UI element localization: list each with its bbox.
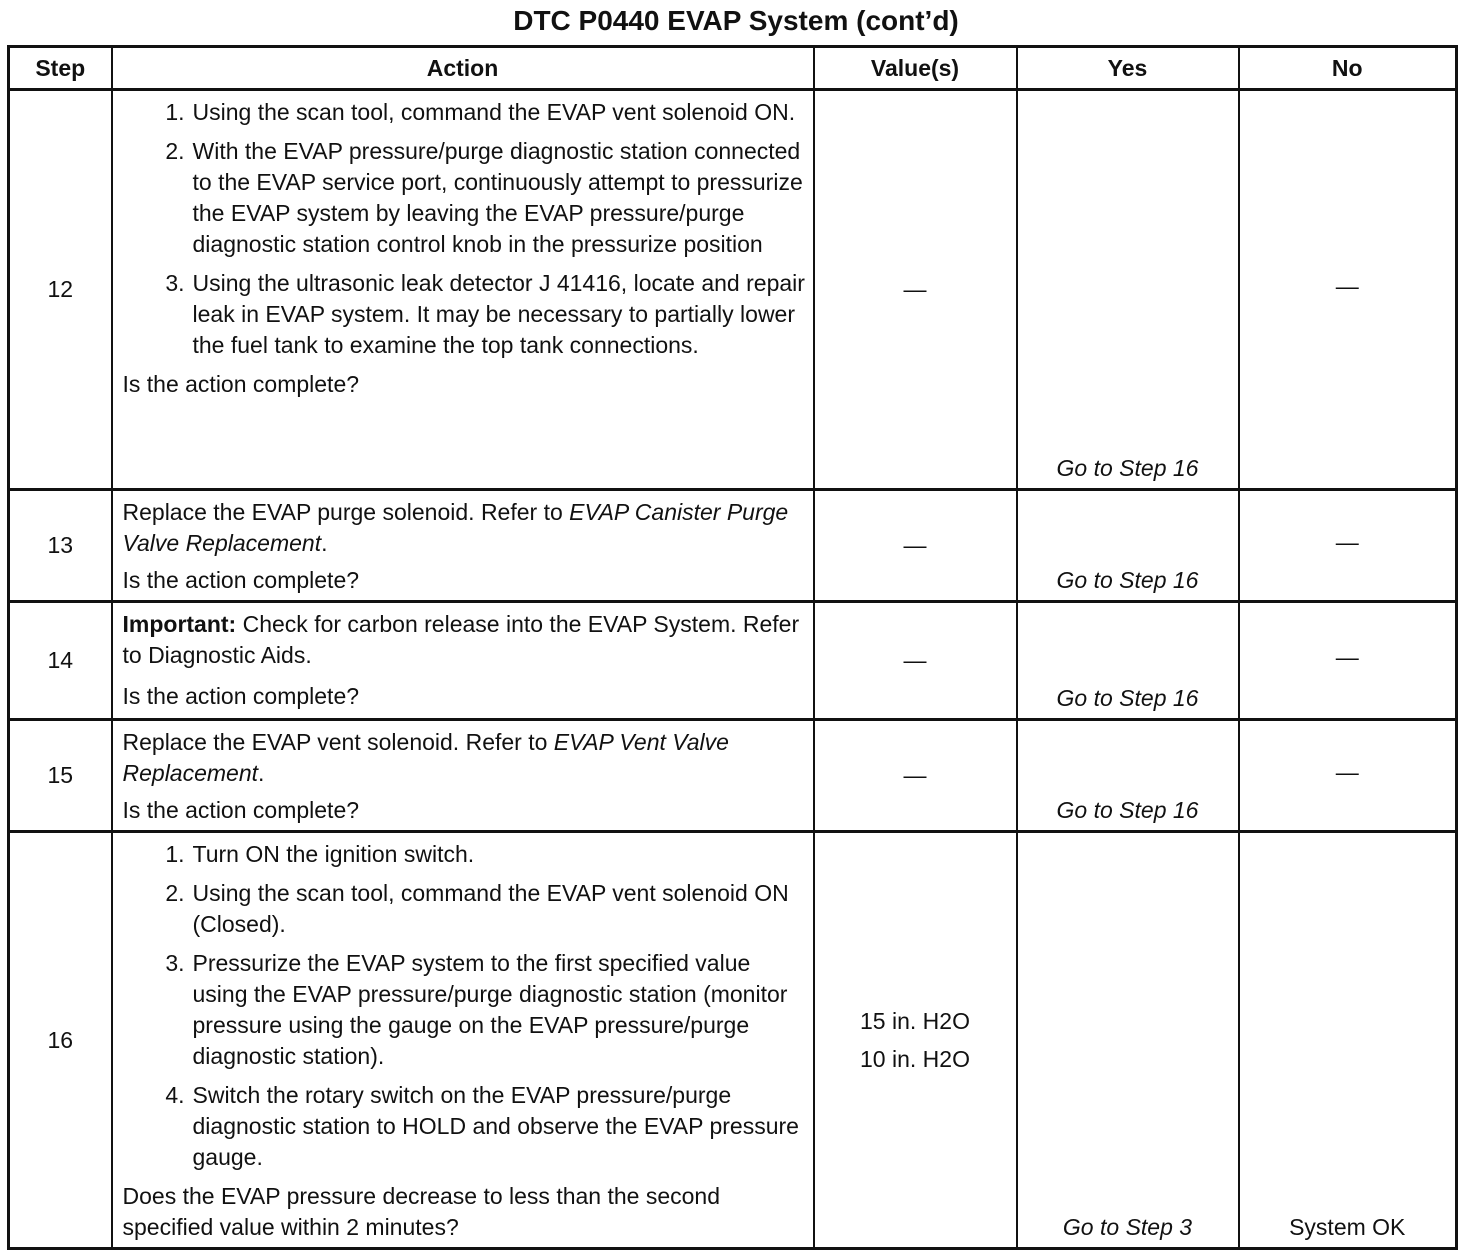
action-question: Does the EVAP pressure decrease to less than the second specified value within 2 minutes? [122, 1183, 721, 1240]
action-question: Is the action complete? [122, 567, 360, 593]
yes-link: Go to Step 16 [1056, 567, 1199, 593]
value-second: 10 in. H2O [860, 1046, 970, 1072]
yes-cell [1017, 90, 1239, 490]
yes-cell [1017, 720, 1239, 832]
action-question: Is the action complete? [122, 797, 360, 823]
no-cell: — [1239, 602, 1457, 720]
list-item: 3. Pressurize the EVAP system to the first specified value using the EVAP pressure/purge diagnostic station (monitor pressure using the gauge on the EVAP pressure/purge diagnostic station). [165, 950, 788, 1069]
header-step: Step [9, 47, 112, 90]
page-title: DTC P0440 EVAP System (cont’d) [513, 5, 959, 36]
value-first: 15 in. H2O [860, 1008, 970, 1034]
header-yes: Yes [1017, 47, 1239, 90]
no-cell: — [1239, 720, 1457, 832]
action-text: Important: Check for carbon release into the EVAP System. Refer to Diagnostic Aids. [122, 611, 800, 668]
yes-cell [1017, 832, 1239, 1249]
yes-link: Go to Step 16 [1056, 455, 1199, 481]
yes-link: Go to Step 3 [1062, 1214, 1193, 1240]
yes-link: Go to Step 16 [1056, 685, 1199, 711]
important-label: Important: [122, 611, 237, 637]
diagnostic-table [7, 45, 1458, 1250]
yes-cell [1017, 602, 1239, 720]
step-number: 13 [9, 490, 112, 602]
list-item: 1. Turn ON the ignition switch. [165, 841, 475, 867]
yes-cell [1017, 490, 1239, 602]
reference-link: EVAP Vent Valve Replacement [122, 729, 729, 786]
table-row-step-12 [9, 90, 1457, 490]
action-text: Replace the EVAP purge solenoid. Refer to EVAP Canister Purge Valve Replacement. [122, 499, 789, 556]
value-cell: — [814, 90, 1017, 490]
no-cell [1239, 832, 1457, 1249]
action-cell [112, 720, 814, 832]
yes-link: Go to Step 16 [1056, 797, 1199, 823]
header-action: Action [112, 47, 814, 90]
table-row-step-16 [9, 832, 1457, 1249]
list-item: 4. Switch the rotary switch on the EVAP pressure/purge diagnostic station to HOLD and observe the EVAP pressure gauge. [165, 1082, 799, 1170]
value-cell: — [814, 490, 1017, 602]
header-no: No [1239, 47, 1457, 90]
value-cell [814, 832, 1017, 1249]
reference-link: EVAP Canister Purge Valve Replacement [122, 499, 789, 556]
step-number: 15 [9, 720, 112, 832]
step-number: 12 [9, 90, 112, 490]
action-cell [112, 490, 814, 602]
no-cell: — [1239, 90, 1457, 490]
action-text: Replace the EVAP vent solenoid. Refer to EVAP Vent Valve Replacement. [122, 729, 729, 786]
step-number: 14 [9, 602, 112, 720]
list-item: 2. With the EVAP pressure/purge diagnostic station connected to the EVAP service port, continuously attempt to pressurize the EVAP system by leaving the EVAP pressure/purge diagnostic station control knob in the pressurize position [165, 138, 803, 257]
action-cell [112, 602, 814, 720]
step-number: 16 [9, 832, 112, 1249]
action-cell [112, 832, 814, 1249]
action-list [123, 839, 809, 1173]
action-list [123, 97, 809, 361]
list-item: 2. Using the scan tool, command the EVAP vent solenoid ON (Closed). [165, 880, 789, 937]
table-row-step-14 [9, 602, 1457, 720]
table-row-step-15 [9, 720, 1457, 832]
header-values: Value(s) [814, 47, 1017, 90]
table-row-step-13 [9, 490, 1457, 602]
action-cell [112, 90, 814, 490]
header-row [9, 47, 1457, 90]
action-question: Is the action complete? [122, 683, 360, 709]
list-item: 1. Using the scan tool, command the EVAP vent solenoid ON. [165, 99, 796, 125]
list-item: 3. Using the ultrasonic leak detector J 41416, locate and repair leak in EVAP system. It may be necessary to partially lower the fuel tank to examine the top tank connections. [165, 270, 805, 358]
no-result: System OK [1289, 1214, 1406, 1240]
value-cell: — [814, 602, 1017, 720]
value-cell: — [814, 720, 1017, 832]
action-question: Is the action complete? [122, 371, 360, 397]
no-cell: — [1239, 490, 1457, 602]
